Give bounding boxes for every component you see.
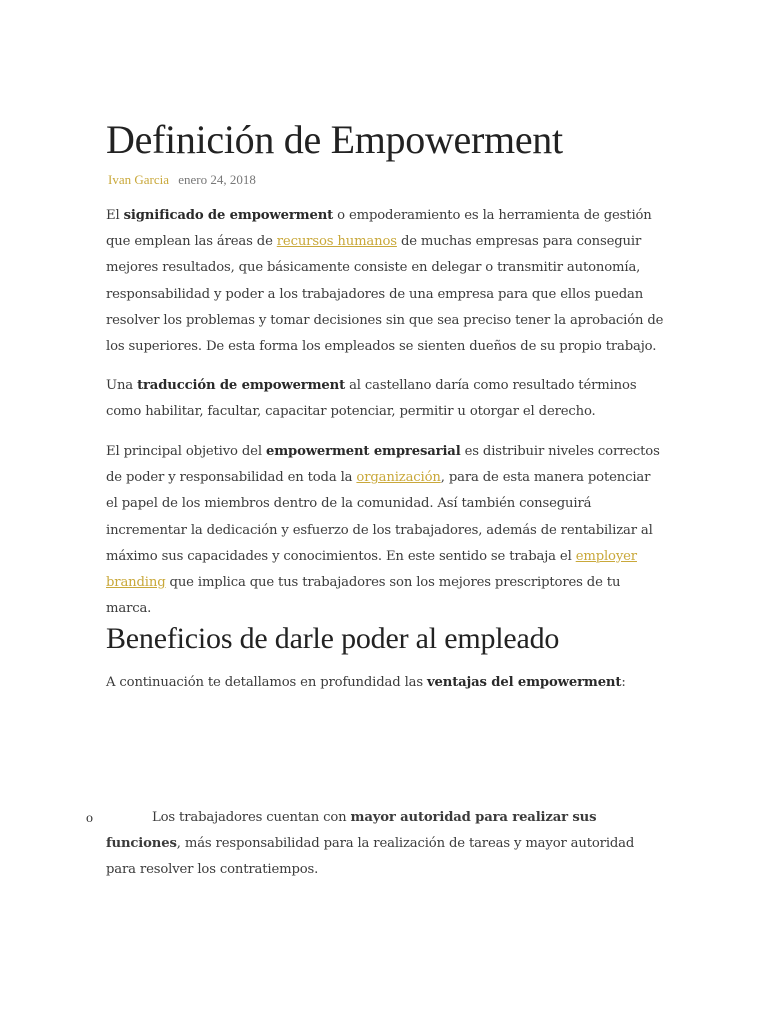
bold-text: empowerment empresarial [265, 444, 461, 459]
text: El principal objetivo del [106, 444, 266, 459]
bullet-marker-icon: o [86, 811, 93, 826]
paragraph-definition [106, 203, 666, 360]
text: El [106, 208, 124, 223]
article-title: Definición de Empowerment [106, 117, 563, 162]
link-recursos-humanos[interactable]: recursos humanos [276, 234, 397, 250]
link-employer-branding[interactable]: employer branding [106, 548, 637, 591]
text: al castellano daría como resultado términos como habilitar, facultar, capacitar potenciar, permitir u otorgar el derecho. [106, 378, 637, 420]
list-item [106, 805, 666, 884]
text: A continuación te detallamos en profundidad las [106, 675, 428, 690]
text: : [621, 675, 626, 690]
text: de muchas empresas para conseguir mejores resultados, que básicamente consiste en delegar o transmitir autonomía, responsabilidad y poder a los trabajadores de una empresa para que ellos puedan resolver los problemas y tomar decisiones sin que sea preciso tener la aprobación de los superiores. De esta forma los empleados se sienten dueños de su propio trabajo. [106, 234, 664, 355]
text: que implica que tus trabajadores son los mejores prescriptores de tu marca. [106, 575, 621, 617]
bold-text: significado de empowerment [123, 208, 334, 223]
publish-date: enero 24, 2018 [178, 172, 256, 187]
bold-text: traducción de empowerment [137, 378, 346, 393]
bold-text: ventajas del empowerment [427, 675, 622, 690]
paragraph-objective [106, 439, 666, 622]
paragraph-intro-list [106, 670, 666, 696]
paragraph-translation [106, 373, 666, 425]
text: Los trabajadores cuentan con [152, 810, 351, 825]
text: , más responsabilidad para la realización de tareas y mayor autoridad para resolver los contratiempos. [106, 836, 635, 878]
author-link[interactable]: Ivan Garcia [108, 172, 169, 187]
text: Una [106, 378, 138, 393]
text: es distribuir niveles correctos de poder y responsabilidad en toda la [106, 444, 660, 486]
text: , para de esta manera potenciar el papel de los miembros dentro de la comunidad. Así también conseguirá incrementar la dedicación y esfuerzo de los trabajadores, además de rentabilizar al máximo sus capacidades y conocimientos. En este sentido se trabaja el [106, 470, 653, 564]
bold-text: mayor autoridad para realizar sus funciones [106, 810, 597, 852]
text: o empoderamiento es la herramienta de gestión que emplean las áreas de [106, 208, 652, 250]
article-meta [108, 172, 256, 188]
section-heading: Beneficios de darle poder al empleado [106, 622, 560, 655]
link-organizacion[interactable]: organización [356, 470, 441, 486]
